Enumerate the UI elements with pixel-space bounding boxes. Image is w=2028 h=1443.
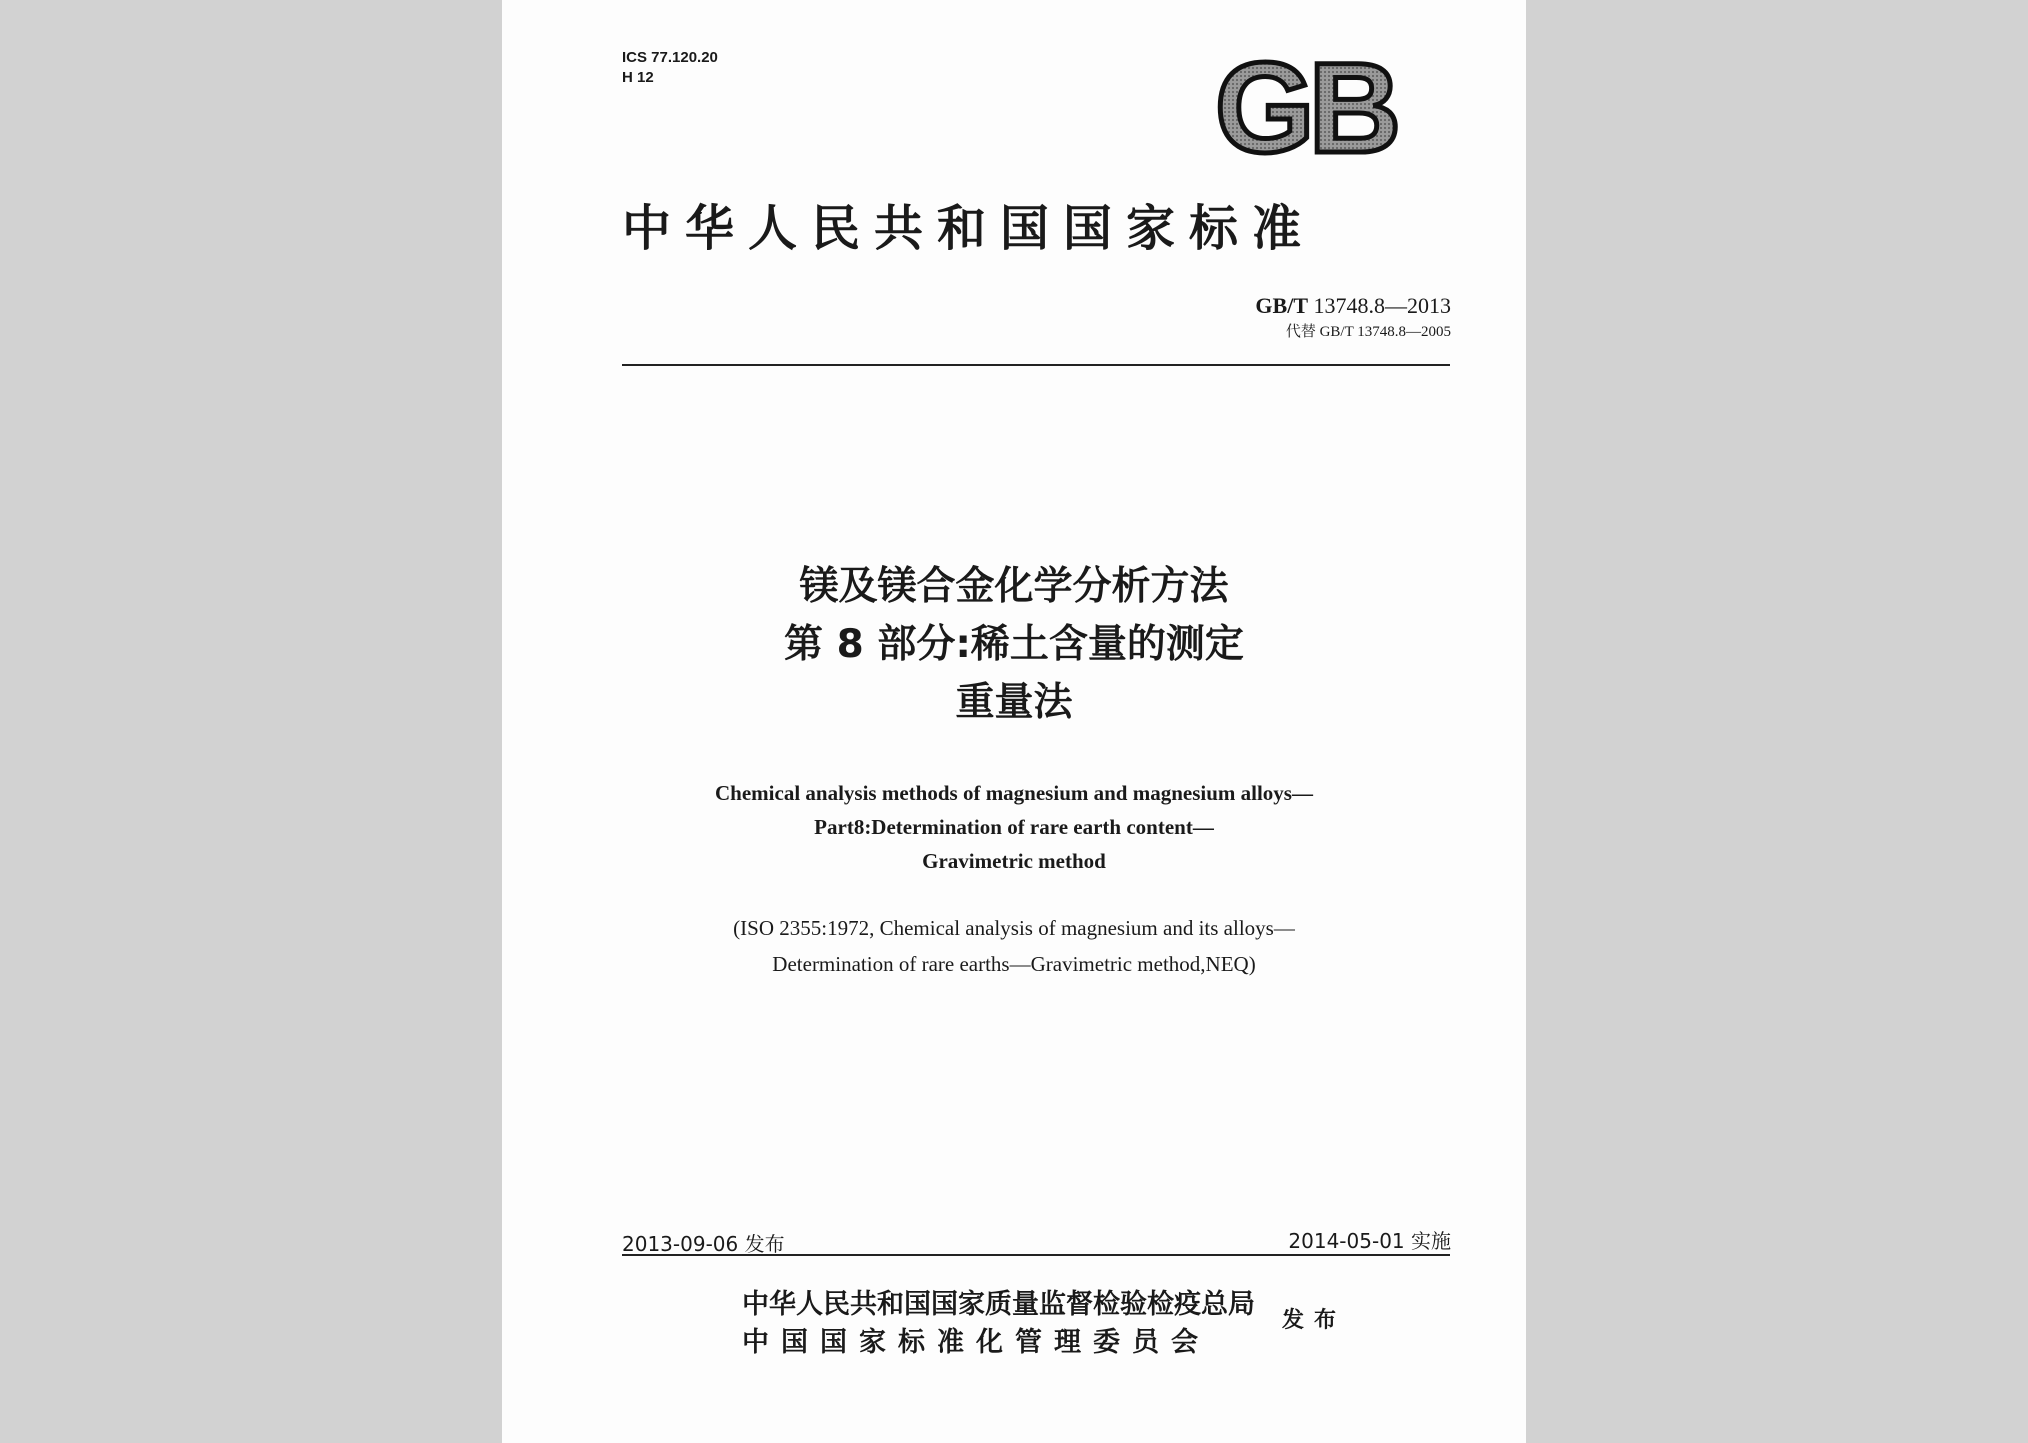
iso-reference-line2: Determination of rare earths—Gravimetric method,NEQ) bbox=[772, 952, 1256, 976]
ccs-code: H 12 bbox=[622, 69, 654, 86]
standard-number-block bbox=[1255, 293, 1451, 341]
gb-logo-icon bbox=[1199, 58, 1411, 164]
implementation-date: 2014-05-01 实施 bbox=[1288, 1229, 1451, 1253]
iso-reference bbox=[502, 910, 1526, 982]
document-page bbox=[502, 0, 1526, 1443]
chinese-title-line3: 重量法 bbox=[955, 680, 1073, 725]
gb-logo bbox=[1199, 58, 1411, 164]
issue-date: 2013-09-06 发布 bbox=[622, 1232, 785, 1256]
english-title-line2: Part8:Determination of rare earth content— bbox=[814, 815, 1214, 839]
english-title-line1: Chemical analysis methods of magnesium and magnesium alloys— bbox=[715, 781, 1313, 805]
gb-logo-text: GB bbox=[1215, 58, 1395, 164]
publish-label: 发布 bbox=[1282, 1308, 1347, 1333]
english-title-line3: Gravimetric method bbox=[922, 849, 1106, 873]
replaces-standard: 代替 GB/T 13748.8—2005 bbox=[1285, 324, 1451, 340]
publishers bbox=[742, 1286, 1255, 1362]
iso-reference-line1: (ISO 2355:1972, Chemical analysis of magnesium and its alloys— bbox=[733, 916, 1295, 940]
country-title: 中华人民共和国国家标准 bbox=[622, 199, 1316, 257]
top-divider bbox=[622, 364, 1450, 366]
chinese-title bbox=[502, 558, 1526, 732]
publisher-line2: 中国国家标准化管理委员会 bbox=[742, 1327, 1210, 1358]
english-title bbox=[502, 776, 1526, 878]
publisher-line1: 中华人民共和国国家质量监督检验检疫总局 bbox=[742, 1289, 1255, 1320]
bottom-divider bbox=[622, 1254, 1450, 1256]
standard-prefix: GB/T bbox=[1255, 293, 1308, 318]
classification-codes bbox=[622, 48, 718, 88]
chinese-title-line2: 第 8 部分:稀土含量的测定 bbox=[784, 622, 1244, 667]
standard-number: 13748.8—2013 bbox=[1313, 293, 1451, 318]
chinese-title-line1: 镁及镁合金化学分析方法 bbox=[799, 564, 1229, 609]
ics-code: ICS 77.120.20 bbox=[622, 49, 718, 66]
